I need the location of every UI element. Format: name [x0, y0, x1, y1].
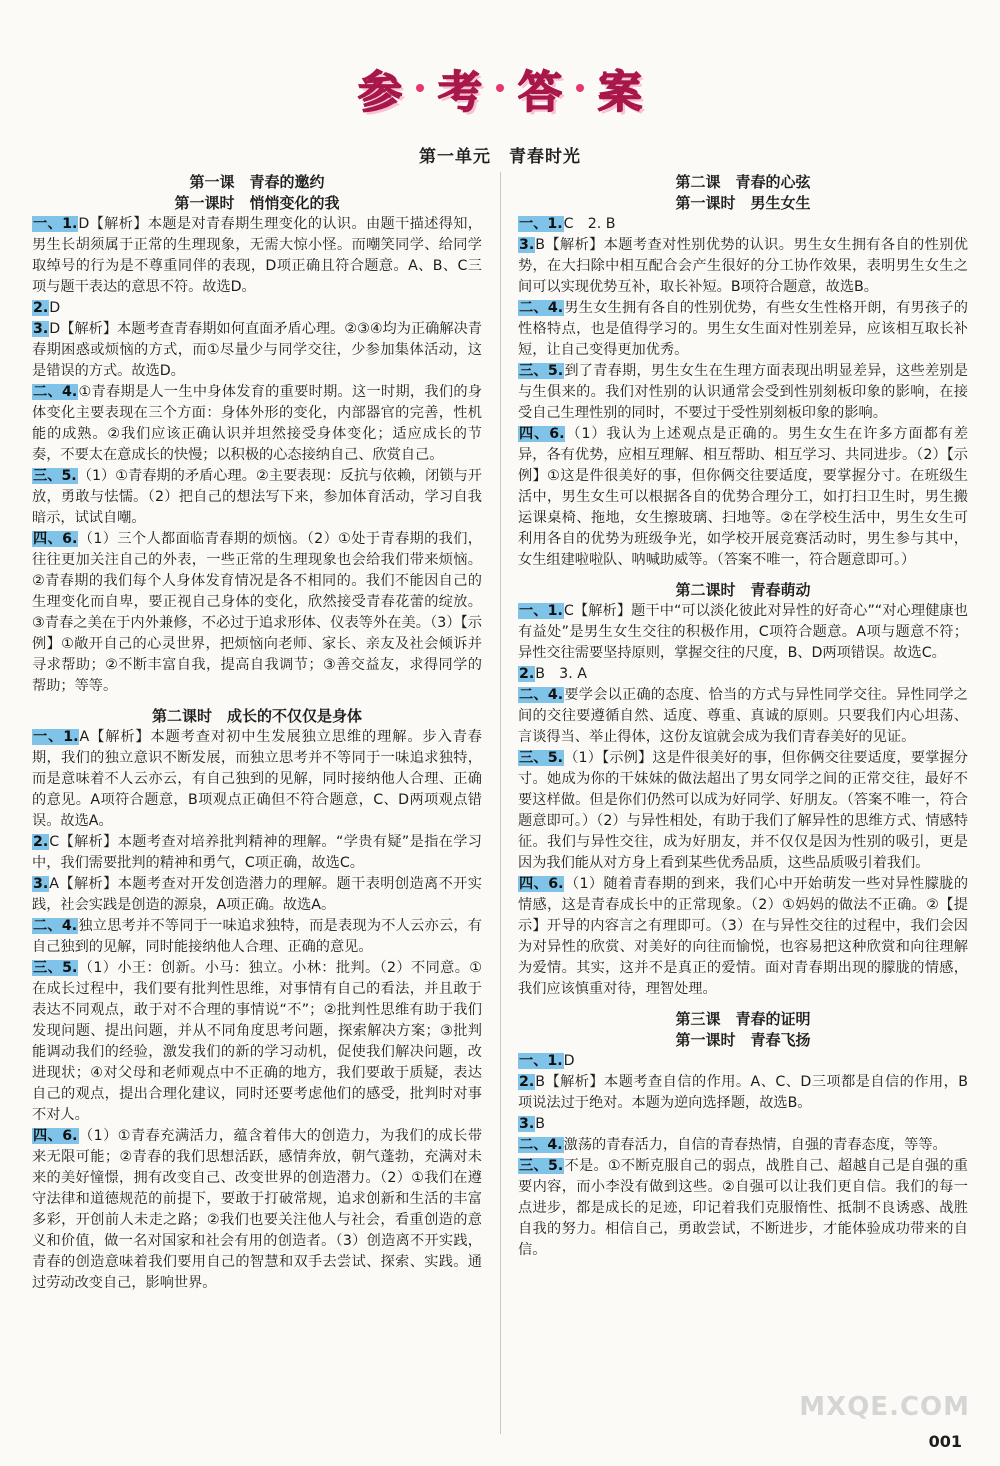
- answer-item: [32, 298, 482, 319]
- answer-item: [518, 601, 968, 664]
- answer-text: C 2. B: [563, 216, 616, 232]
- question-number-highlight: [32, 300, 49, 316]
- answer-text: B 3. A: [535, 666, 587, 682]
- question-number-highlight: [518, 1053, 564, 1069]
- question-number-highlight: [518, 216, 564, 232]
- title-dot: [576, 84, 584, 92]
- answer-item: [32, 916, 482, 958]
- page-number: 001: [928, 1432, 962, 1451]
- answer-list: [32, 727, 482, 1294]
- answer-text: 要学会以正确的态度、恰当的方式与异性同学交往。异性同学之间的交往要遵循自然、适度、尊重、真诚的原则。只要我们内心坦荡、言谈得当、举止得体，这份友谊就会成为我们青春美好的见证。: [518, 687, 968, 745]
- question-number-highlight: [32, 216, 78, 232]
- answer-text: 独立思考并不等同于一味追求独特，而是表现为不人云亦云，有自己独到的见解，同时能接纳他人合理、正确的意见。: [32, 918, 482, 955]
- question-number: 3.: [519, 1116, 535, 1132]
- question-number-highlight: [32, 384, 78, 400]
- question-number-highlight: [518, 300, 564, 316]
- title-char: 案: [598, 67, 642, 118]
- question-number-highlight: [32, 960, 78, 976]
- answer-item: [518, 874, 968, 1000]
- question-number: 2.: [519, 1074, 535, 1090]
- answer-text: （1）①青春期的矛盾心理。②主要表现：反抗与依赖，闭锁与开放，勇敢与怯懦。（2）把自己的想法写下来，参加体育活动，学习自我暗示，试试自嘲。: [32, 468, 482, 526]
- period-title: 第二课时 青春萌动: [675, 581, 811, 599]
- answer-text: 不是。①不断克服自己的弱点，战胜自己、超越自己是自强的重要内容，而小李没有做到这些。②自强可以让我们更自信。我们的每一点进步，都是成长的足迹，印记着我们克服惰性、抵制不良诱惑、战胜自我的努力。相信自己，勇敢尝试，不断进步，才能体验成功带来的自信。: [518, 1158, 968, 1258]
- answer-text: B【解析】本题考查自信的作用。A、C、D三项都是自信的作用，B项说法过于绝对。本题为逆向选择题，故选B。: [518, 1074, 968, 1111]
- question-number: 一、1.: [519, 1053, 563, 1069]
- answer-text: A【解析】本题考查对开发创造潜力的理解。题干表明创造离不开实践，社会实践是创造的源泉，A项正确。故选A。: [32, 876, 482, 913]
- period-title: 第一课时 悄悄变化的我: [174, 194, 340, 212]
- answer-item: [518, 361, 968, 424]
- answer-item: [32, 214, 482, 298]
- question-number: 二、4.: [519, 687, 564, 703]
- answer-text: D: [563, 1053, 575, 1069]
- question-number: 一、1.: [519, 603, 563, 619]
- question-number-highlight: [32, 1128, 79, 1144]
- question-number-highlight: [32, 834, 49, 850]
- question-number: 3.: [519, 237, 535, 253]
- answer-item: [518, 1114, 968, 1135]
- question-number-highlight: [518, 603, 564, 619]
- answer-item: [518, 1156, 968, 1261]
- answer-item: [32, 319, 482, 382]
- title-char: 参: [358, 67, 402, 118]
- period-title: 第二课时 成长的不仅仅是身体: [151, 707, 362, 725]
- question-number-highlight: [518, 1137, 564, 1153]
- question-number: 二、4.: [519, 300, 564, 316]
- question-number-highlight: [518, 426, 565, 442]
- answer-item: [518, 298, 968, 361]
- answer-text: 男生女生拥有各自的性别优势，有些女生性格开朗，有男孩子的性格特点，也是值得学习的。男生女生面对性别差异，应该相互取长补短，让自己变得更加优秀。: [518, 300, 968, 358]
- answer-text: （1）随着青春期的到来，我们心中开始萌发一些对异性朦胧的情感，这是青春成长中的正常现象。（2）①妈妈的做法不正确。②【提示】开导的内容言之有理即可。（3）在与异性交往的过程中，我们会因为对异性的欣赏、对美好的向往而愉悦，也容易把这种欣赏和向往理解为爱情。其实，这并不是真正的爱情。面对青春期出现的朦胧的情感，我们应该慎重对待，理智处理。: [518, 876, 969, 997]
- question-number-highlight: [518, 363, 564, 379]
- question-number: 一、1.: [519, 216, 563, 232]
- answer-text: D【解析】本题考查青春期如何直面矛盾心理。②③④均为正确解决青春期困惑或烦恼的方式，而①尽量少与同学交往，少参加集体活动，这是错误的方式。故选D。: [32, 321, 482, 379]
- question-number: 三、5.: [519, 1158, 564, 1174]
- answer-item: [32, 958, 482, 1126]
- question-number: 四、6.: [519, 426, 565, 442]
- answer-item: [32, 529, 482, 697]
- question-number: 3.: [33, 321, 49, 337]
- right-column: [518, 172, 968, 1261]
- answer-text: D: [49, 300, 61, 316]
- title-char: 考: [438, 67, 482, 118]
- answer-item: [518, 1051, 968, 1072]
- answer-item: [518, 235, 968, 298]
- lesson-title: 第二课 青春的心弦: [675, 173, 811, 191]
- question-number-highlight: [32, 876, 49, 892]
- answer-text: D【解析】本题是对青春期生理变化的认识。由题干描述得知，男生长胡须属于正常的生理现象，无需大惊小怪。而嘲笑同学、给同学取绰号的行为是不尊重同伴的表现，D项正确且符合题意。A、B、C三项与题干表达的意思不符。故选D。: [32, 216, 482, 295]
- question-number-highlight: [518, 1158, 564, 1174]
- question-number-highlight: [32, 321, 49, 337]
- period-title: 第一课时 青春飞扬: [675, 1031, 811, 1049]
- question-number: 2.: [33, 834, 49, 850]
- watermark: MXQE.COM: [799, 1392, 970, 1422]
- question-number-highlight: [518, 666, 535, 682]
- answer-item: [518, 685, 968, 748]
- question-number: 四、6.: [33, 531, 78, 547]
- unit-title: 第一单元 青春时光: [419, 147, 581, 167]
- lesson-title: 第三课 青春的证明: [675, 1010, 811, 1028]
- answer-text: （1）①青春充满活力，蕴含着伟大的创造力，为我们的成长带来无限可能；②青春的我们思想活跃，感情奔放，朝气蓬勃，充满对未来的美好憧憬，拥有改变自己、改变世界的创造潜力。（2）①我们在遵守法律和道德规范的前提下，要敢于打破常规，追求创新和生活的丰富多彩，开创前人未走之路；②我们也要关注他人与社会，看重创造的意义和价值，做一名对国家和社会有用的创造者。（3）创造离不开实践，青春的创造意味着我们要用自己的智慧和双手去尝试、探索、实践。通过劳动改变自己，影响世界。: [32, 1128, 483, 1291]
- answer-text: B: [535, 1116, 545, 1132]
- question-number: 一、1.: [33, 216, 78, 232]
- answer-item: [32, 382, 482, 466]
- answer-item: [32, 466, 482, 529]
- answer-item: [518, 748, 968, 874]
- answer-list: [32, 214, 482, 697]
- question-number: 3.: [33, 876, 49, 892]
- answer-item: [32, 727, 482, 832]
- answer-text: （1）小王：创新。小马：独立。小林：批判。（2）不同意。①在成长过程中，我们要有批判性思维，对事情有自己的看法，并且敢于表达不同观点，敢于对不合理的事情说“不”；②批判性思维有助于我们发现问题、提出问题，并从不同角度思考问题，探索解决方案；③批判能调动我们的经验，激发我们的新的学习动机，促使我们解决问题，改进现状；④对父母和老师观点中不正确的地方，我们要敢于质疑，表达自己的观点，提出合理化建议，同时还要考虑他们的感受，批判时对事不对人。: [32, 960, 482, 1123]
- question-number-highlight: [518, 1116, 535, 1132]
- question-number-highlight: [32, 531, 78, 547]
- question-number-highlight: [32, 918, 78, 934]
- left-column: [32, 172, 482, 1294]
- question-number: 三、5.: [33, 468, 77, 484]
- answer-text: 到了青春期，男生女生在生理方面表现出明显差异，这些差别是与生俱来的。我们对性别的认识通常会受到性别刻板印象的影响，在接受自己生理性别的同时，不要过于受性别刻板印象的影响。: [518, 363, 968, 421]
- question-number: 二、4.: [33, 918, 78, 934]
- answer-item: [32, 1126, 482, 1294]
- answer-text: ①青春期是人一生中身体发育的重要时期。这一时期，我们的身体变化主要表现在三个方面：身体外形的变化，内部器官的完善，性机能的成熟。②我们应该正确认识并坦然接受身体变化；适应成长的节奏，不要太在意成长的快慢；以积极的心态接纳自己、欣赏自己。: [32, 384, 482, 463]
- question-number-highlight: [518, 876, 564, 892]
- answer-list: [518, 1051, 968, 1261]
- answer-item: [518, 424, 968, 571]
- question-number: 四、6.: [519, 876, 564, 892]
- answer-item: [518, 1072, 968, 1114]
- question-number: 二、4.: [33, 384, 78, 400]
- answer-item: [32, 832, 482, 874]
- answer-text: 激荡的青春活力，自信的青春热情，自强的青春态度，等等。: [563, 1137, 947, 1153]
- answer-item: [518, 1135, 968, 1156]
- answer-item: [518, 664, 968, 685]
- question-number: 三、5.: [519, 750, 563, 766]
- question-number-highlight: [518, 1074, 535, 1090]
- period-title: 第一课时 男生女生: [675, 194, 811, 212]
- answer-text: （1）三个人都面临青春期的烦恼。（2）①处于青春期的我们，往往更加关注自己的外表，一些正常的生理现象也会给我们带来烦恼。②青春期的我们每个人身体发育情况是各不相同的。我们不能因自己的生理变化而自卑，要正视自己身体的变化，欣然接受青春花蕾的绽放。③青春之美在于内外兼修，不必过于追求形体、仪表等外在美。（3）【示例】①敞开自己的心灵世界，把烦恼向老师、家长、亲友及社会倾诉并寻求帮助；②不断丰富自我，提高自我调节；③善交益友，求得同学的帮助；等等。: [32, 531, 482, 694]
- question-number: 四、6.: [33, 1128, 78, 1144]
- question-number-highlight: [518, 750, 564, 766]
- column-divider: [500, 172, 501, 1434]
- question-number-highlight: [32, 729, 79, 745]
- answer-text: C【解析】本题考查对培养批判精神的理解。“学贵有疑”是指在学习中，我们需要批判的精神和勇气，C项正确，故选C。: [32, 834, 482, 871]
- answer-text: C【解析】题干中“可以淡化彼此对异性的好奇心”“对心理健康也有益处”是男生女生交往的积极作用，C项符合题意。A项与题意不符；异性交往需要坚持原则，掌握交往的尺度，B、D两项错误。故选C。: [518, 603, 968, 661]
- answer-list: [518, 214, 968, 571]
- answer-item: [32, 874, 482, 916]
- answer-text: （1）我认为上述观点是正确的。男生女生在许多方面都有差异，各有优势，应相互理解、相互帮助、相互学习、共同进步。（2）【示例】①这是件很美好的事，但你俩交往要适度，要掌握分寸。在班级生活中，男生女生可以根据各自的优势合理分工，如打扫卫生时，男生搬运课桌椅、拖地，女生擦玻璃、扫地等。②在学校生活中，男生女生可利用各自的优势为班级争光，如学校开展竞赛活动时，男生参与其中，女生组建啦啦队、呐喊助威等。（答案不唯一，符合题意即可。）: [518, 426, 969, 568]
- answer-text: B【解析】本题考查对性别优势的认识。男生女生拥有各自的性别优势，在大扫除中相互配合会产生很好的分工协作效果，表明男生女生之间可以实现优势互补，取长补短。B项符合题意，故选B。: [518, 237, 968, 295]
- question-number: 二、4.: [519, 1137, 563, 1153]
- answer-text: A【解析】本题考查对初中生发展独立思维的理解。步入青春期，我们的独立意识不断发展，而独立思考并不等同于一味追求独特，而是意味着不人云亦云，有自己独到的见解，同时接纳他人合理、正确的意见。A项符合题意，B项观点正确但不符合题意，C、D两项观点错误。故选A。: [32, 729, 482, 829]
- answer-text: （1）【示例】这是件很美好的事，但你俩交往要适度，要掌握分寸。她成为你的干妹妹的做法超出了男女同学之间的正常交往，最好不要这样做。但是你们仍然可以成为好同学、好朋友。（答案不唯一，符合题意即可。）（2）与异性相处，有助于我们了解异性的思维方式、情感特征。我们与异性交往，成为好朋友，并不仅仅是因为性别的吸引，更是因为我们能从对方身上看到某些优秀品质，这些品质吸引着我们。: [518, 750, 969, 871]
- question-number: 三、5.: [519, 363, 564, 379]
- answer-key-title: [350, 58, 650, 118]
- question-number-highlight: [518, 687, 564, 703]
- title-char: 答: [518, 67, 562, 118]
- title-dot: [416, 84, 424, 92]
- question-number: 三、5.: [33, 960, 78, 976]
- answer-list: [518, 601, 968, 1000]
- question-number: 2.: [519, 666, 535, 682]
- question-number: 一、1.: [33, 729, 79, 745]
- question-number: 2.: [33, 300, 49, 316]
- lesson-title: 第一课 青春的邀约: [189, 173, 325, 191]
- question-number-highlight: [32, 468, 78, 484]
- question-number-highlight: [518, 237, 535, 253]
- answer-item: [518, 214, 968, 235]
- title-dot: [496, 84, 504, 92]
